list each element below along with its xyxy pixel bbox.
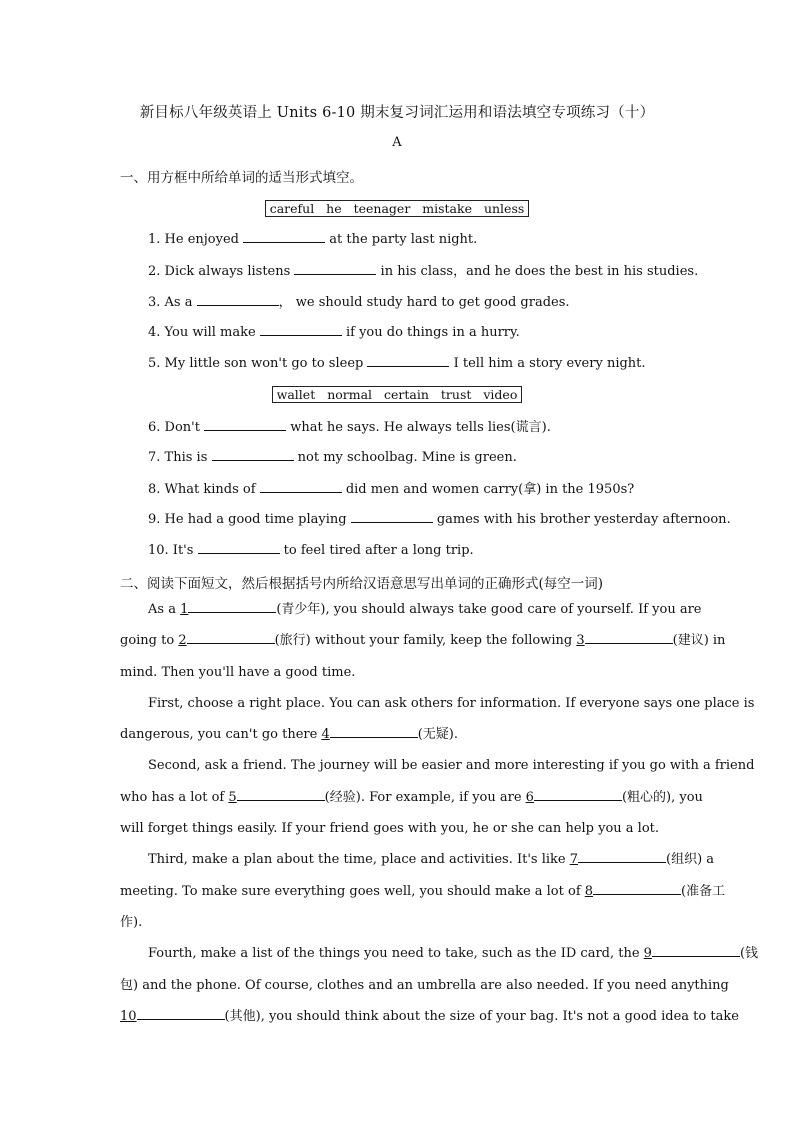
answer-blank[interactable] (243, 229, 325, 243)
passage-text: (粗心的), you (621, 789, 703, 805)
answer-blank[interactable] (534, 787, 622, 801)
passage-line (120, 625, 726, 656)
passage-text: going to (120, 633, 179, 649)
section-letter: A (392, 135, 402, 150)
answer-blank[interactable] (188, 599, 276, 613)
question-6: 6. Don't what he says. He always tells lies(谎言). (148, 416, 551, 435)
word-box-2 (0, 386, 794, 403)
passage-text: (准备工 (681, 883, 726, 899)
page-title: 新目标八年级英语上 Units 6-10 期末复习词汇运用和语法填空专项练习（十） (139, 105, 655, 121)
passage-line (120, 876, 726, 907)
answer-blank[interactable] (198, 540, 280, 554)
blank-number: 10 (120, 1008, 137, 1024)
question-2: 2. Dick always listens in his class，and he does the best in his studies. (148, 260, 698, 279)
answer-blank[interactable] (593, 881, 681, 895)
word-box-2-text: wallet normal certain trust video (272, 386, 523, 403)
passage-text: (经验). For example, if you are (324, 789, 526, 805)
answer-blank[interactable] (652, 943, 740, 957)
passage-text: Second, ask a friend. The journey will be easier and more interesting if you go with a friend (148, 758, 755, 774)
answer-blank[interactable] (367, 353, 449, 367)
word-box-1 (0, 200, 794, 217)
passage-text: (无疑). (417, 727, 458, 743)
word-box-1-text: careful he teenager mistake unless (265, 200, 530, 217)
passage-line (120, 813, 674, 844)
answer-blank[interactable] (585, 630, 673, 644)
blank-number: 3 (576, 633, 585, 649)
answer-blank[interactable] (351, 509, 433, 523)
blank-number: 4 (321, 727, 330, 743)
question-1: 1. He enjoyed at the party last night. (148, 229, 477, 247)
blank-number: 5 (228, 789, 237, 805)
answer-blank[interactable] (294, 261, 376, 275)
question-3: 3. As a ， we should study hard to get good grades. (148, 291, 570, 310)
passage-line (120, 657, 674, 688)
passage-line (120, 938, 759, 969)
answer-blank[interactable] (260, 479, 342, 493)
passage-text: Fourth, make a list of the things you need to take, such as the ID card, the (148, 946, 644, 962)
answer-blank[interactable] (187, 630, 275, 644)
passage-text: (组织) a (666, 852, 715, 868)
part2-heading: 二、阅读下面短文，然后根据括号内所给汉语意思写出单词的正确形式(每空一词) (120, 576, 604, 592)
question-4: 4. You will make if you do things in a hurry. (148, 322, 520, 340)
part1-heading: 一、用方框中所给单词的适当形式填空。 (120, 170, 363, 186)
answer-blank[interactable] (260, 322, 342, 336)
blank-number: 2 (178, 633, 187, 649)
passage-line (120, 844, 715, 875)
answer-blank[interactable] (578, 849, 666, 863)
question-9: 9. He had a good time playing games with his brother yesterday afternoon. (148, 509, 731, 527)
answer-blank[interactable] (237, 787, 325, 801)
passage-text: (钱 (739, 946, 759, 962)
passage-text: who has a lot of (120, 789, 229, 805)
passage-text: (建议) in (672, 633, 726, 649)
passage-text: meeting. To make sure everything goes well, you should make a lot of (120, 883, 585, 899)
passage-text: (其他), you should think about the size of your bag. It's not a good idea to take (224, 1008, 739, 1024)
passage-line (120, 688, 755, 719)
passage-text: As a (148, 602, 181, 617)
question-10: 10. It's to feel tired after a long trip. (148, 540, 474, 558)
passage-text: (旅行) without your family, keep the following (274, 633, 577, 649)
passage-text: will forget things easily. If your friend goes with you, he or she can help you a lot. (120, 821, 660, 837)
passage-line (120, 594, 702, 625)
passage-line (120, 719, 674, 750)
passage-text: 作). (120, 914, 143, 930)
blank-number: 7 (569, 852, 578, 868)
answer-blank[interactable] (330, 724, 418, 738)
passage-text: First, choose a right place. You can ask others for information. If everyone says one place is (148, 695, 755, 711)
question-5: 5. My little son won't go to sleep I tell him a story every night. (148, 353, 646, 371)
blank-number: 6 (525, 789, 534, 805)
question-8: 8. What kinds of did men and women carry(拿) in the 1950s? (148, 478, 634, 497)
passage-text: Third, make a plan about the time, place and activities. It's like (148, 852, 570, 868)
passage-text: mind. Then you'll have a good time. (120, 664, 356, 680)
passage-line (120, 750, 755, 781)
passage-text: dangerous, you can't go there (120, 727, 322, 743)
passage-text: (青少年), you should always take good care of yourself. If you are (276, 602, 702, 617)
answer-blank[interactable] (204, 417, 286, 431)
answer-blank[interactable] (137, 1006, 225, 1020)
blank-number: 9 (643, 946, 652, 962)
passage-line (120, 1001, 739, 1032)
passage-line (120, 970, 729, 1001)
passage-text: 包) and the phone. Of course, clothes and an umbrella are also needed. If you need anything (120, 977, 729, 993)
reading-passage (120, 594, 759, 1032)
blank-number: 1 (180, 602, 189, 617)
passage-line (120, 782, 703, 813)
passage-line (120, 907, 674, 938)
answer-blank[interactable] (212, 447, 294, 461)
blank-number: 8 (584, 883, 594, 899)
question-7: 7. This is not my schoolbag. Mine is green. (148, 447, 517, 465)
answer-blank[interactable] (197, 292, 279, 306)
